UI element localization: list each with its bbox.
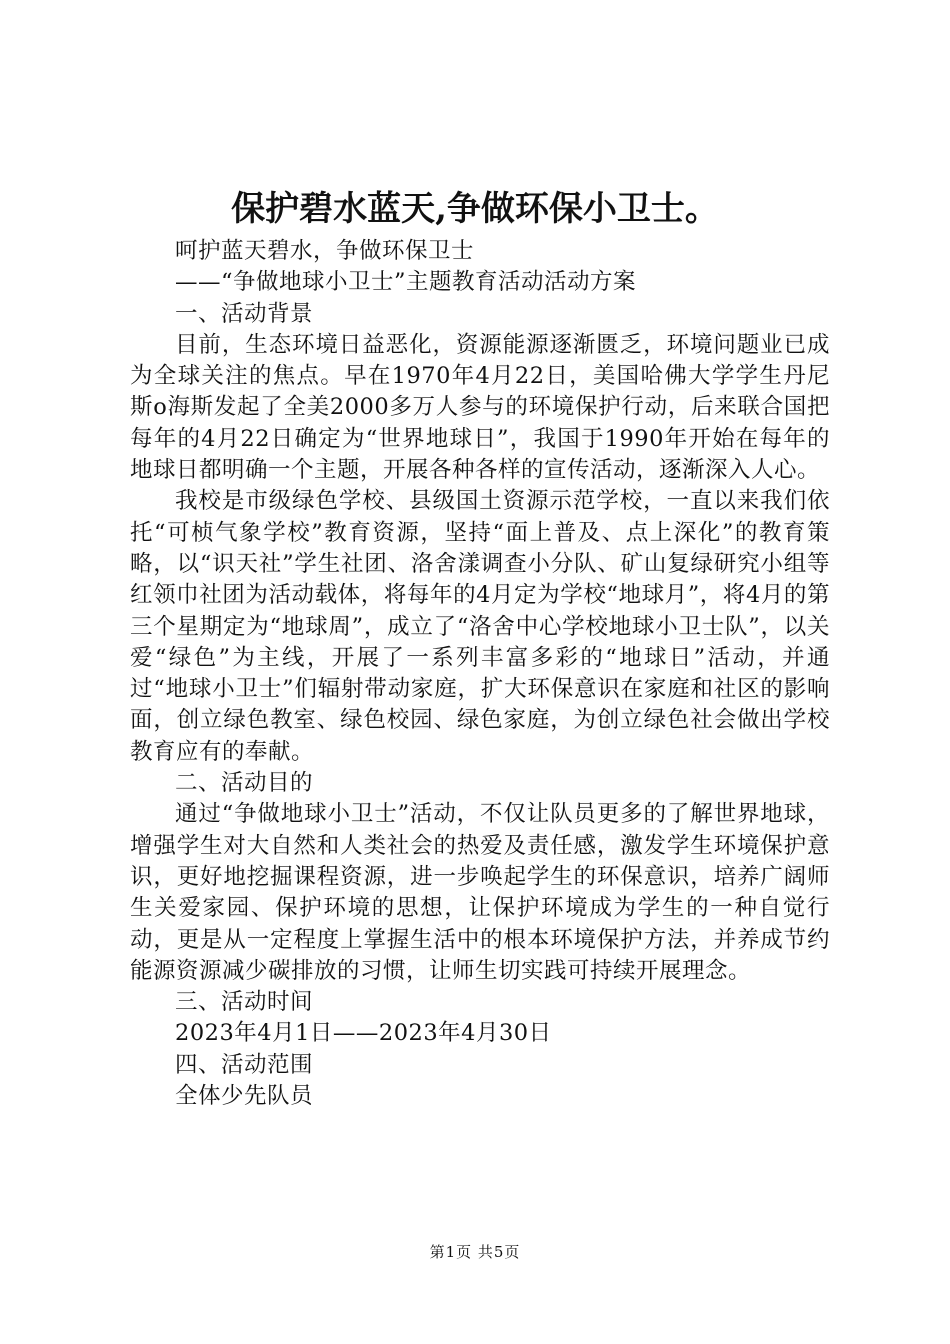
section-heading-time: 三、活动时间 xyxy=(175,989,314,1016)
paragraph-background-2: 我校是市级绿色学校、县级国土资源示范学校，一直以来我们依托“可桢气象学校”教育资源，坚持“面上普及、点上深化”的教育策略，以“识天社”学生社团、洛舍漾调查小分队、矿山复绿研究小组等红领巾社团为活动载体，将每年的4月定为学校“地球月”，将4月的第三个星期定为“地球周”，成立了“洛舍中心学校地球小卫士队”，以关爱“绿色”为主线，开展了一系列丰富多彩的“地球日”活动，并通过“地球小卫士”们辐射带动家庭，扩大环保意识在家庭和社区的影响面，创立绿色教室、绿色校园、绿色家庭，为创立绿色社会做出学校教育应有的奉献。 xyxy=(130,488,830,765)
section-heading-scope: 四、活动范围 xyxy=(175,1051,314,1078)
paragraph-background-1: 目前，生态环境日益恶化，资源能源逐渐匮乏，环境问题业已成为全球关注的焦点。早在1970年4月22日，美国哈佛大学学生丹尼斯o海斯发起了全美2000多万人参与的环境保护行动，后来联合国把每年的4月22日确定为“世界地球日”，我国于1990年开始在每年的地球日都明确一个主题，开展各种各样的宣传活动，逐渐深入人心。 xyxy=(130,331,830,484)
subtitle: 呵护蓝天碧水，争做环保卫士 xyxy=(175,238,475,264)
plan-title: ——“争做地球小卫士”主题教育活动活动方案 xyxy=(175,269,637,296)
paragraph-scope: 全体少先队员 xyxy=(175,1083,314,1110)
paragraph-time: 2023年4月1日——2023年4月30日 xyxy=(175,1020,552,1047)
document-body xyxy=(130,236,830,1112)
page-number: 第1页 共5页 xyxy=(429,1243,521,1261)
page-title: 保护碧水蓝天,争做环保小卫士。 xyxy=(231,189,719,229)
section-heading-background: 一、活动背景 xyxy=(175,300,314,327)
paragraph-purpose: 通过“争做地球小卫士”活动，不仅让队员更多的了解世界地球，增强学生对大自然和人类社会的热爱及责任感，激发学生环境保护意识，更好地挖掘课程资源，进一步唤起学生的环保意识，培养广阔师生关爱家园、保护环境的思想，让保护环境成为学生的一种自觉行动，更是从一定程度上掌握生活中的根本环境保护方法，并养成节约能源资源减少碳排放的习惯，让师生切实践可持续开展理念。 xyxy=(130,801,830,984)
section-heading-purpose: 二、活动目的 xyxy=(175,770,314,797)
